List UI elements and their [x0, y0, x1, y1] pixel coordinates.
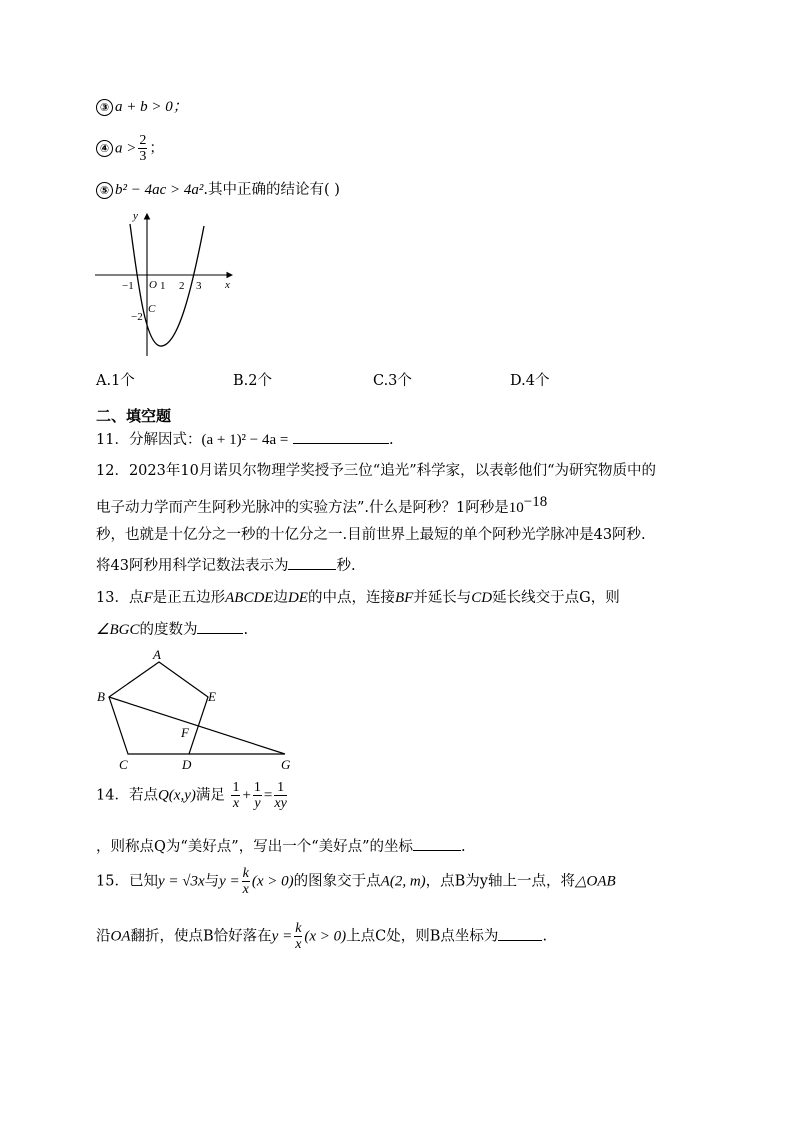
option-a[interactable]: A.1个 — [96, 373, 135, 389]
question-13-line-1: 13．点F是正五边形ABCDE边DE的中点，连接BF并延长与CD延长线交于点G，则 — [96, 590, 620, 606]
tick-label: −1 — [122, 280, 134, 292]
answer-blank[interactable] — [413, 836, 461, 851]
circled-number: ③ — [96, 99, 113, 116]
vertex-label: A — [153, 647, 161, 662]
question-15-line-1: 15．已知y = √3x与y = $\frac{k}{x}$ (x > 0)的图象交于点A(2, m)，点B为y轴上一点，将△OAB — [96, 866, 616, 897]
conclusion-5 — [96, 180, 340, 200]
math-expression: a + b > 0； — [115, 99, 188, 115]
line-bg — [109, 697, 285, 754]
fraction: $\frac{2}{3}$ — [139, 133, 147, 164]
origin-label: O — [149, 279, 157, 291]
answer-blank[interactable] — [288, 555, 336, 570]
tick-label: −2 — [131, 311, 143, 323]
answer-blank[interactable] — [498, 926, 542, 941]
parabola-curve — [130, 224, 204, 346]
fraction: $\frac{k}{x}$ — [295, 921, 302, 952]
question-12-line-1: 12．2023年10月诺贝尔物理学奖授予三位“追光”科学家，以表彰他们“为研究物质中的 — [96, 463, 657, 479]
conclusion-4: ④ a > $\frac{2}{3}$ ； — [96, 133, 164, 167]
tick-label: 2 — [179, 280, 185, 292]
math-expression: a > — [115, 140, 137, 157]
vertex-label: C — [119, 757, 128, 772]
answer-blank[interactable] — [293, 429, 389, 444]
x-axis-label: x — [225, 279, 230, 291]
answer-blank[interactable] — [197, 619, 243, 634]
tick-label: 1 — [160, 280, 166, 292]
math-expression: b² − 4ac > 4a² — [115, 182, 204, 198]
pentagon-figure — [92, 645, 302, 775]
point-c-label: C — [148, 303, 156, 315]
option-d[interactable]: D.4个 — [510, 373, 550, 389]
point-label: F — [181, 725, 189, 740]
fraction: $\frac{1}{x}$ — [232, 780, 240, 811]
math-expression: (a + 1)² − 4a = — [201, 432, 289, 448]
parabola-graph — [92, 208, 242, 360]
question-14-line-2: ，则称点Q为“美好点”，写出一个“美好点”的坐标 . — [96, 836, 466, 857]
option-c[interactable]: C.3个 — [373, 373, 412, 389]
vertex-label: E — [208, 689, 216, 704]
conclusion-3 — [96, 97, 188, 117]
tick-label: 3 — [196, 280, 202, 292]
question-13-line-2: ∠BGC的度数为 . — [96, 619, 248, 640]
fraction: $\frac{1}{xy}$ — [274, 780, 287, 811]
option-b[interactable]: B.2个 — [233, 373, 272, 389]
question-14-line-1: 14．若点Q(x,y)满足 $\frac{1}{x}$ + $\frac{1}{y}$ = $\frac{1}{xy}$ — [96, 780, 287, 811]
question-12-line-4: 将43阿秒用科学记数法表示为 秒. — [96, 555, 356, 576]
question-11: 11．分解因式：(a + 1)² − 4a = . — [96, 429, 394, 450]
question-12-line-2: 电子动力学而产生阿秒光脉冲的实验方法”.什么是阿秒？1阿秒是$10^{-18}$ — [96, 494, 548, 516]
point-label: G — [281, 757, 291, 772]
circled-number: ⑤ — [96, 182, 113, 199]
fraction: $\frac{k}{x}$ — [242, 866, 249, 897]
question-15-line-2: 沿OA翻折，使点B恰好落在y = $\frac{k}{x}$ (x > 0)上点C处，则B点坐标为 . — [96, 921, 548, 952]
vertex-label: B — [97, 689, 105, 704]
y-axis-label: y — [133, 210, 138, 222]
question-text: .其中正确的结论有( ) — [203, 182, 340, 198]
vertex-label: D — [182, 757, 192, 772]
section-title: 二、填空题 — [96, 407, 172, 425]
circled-number: ④ — [96, 140, 113, 157]
pentagon-shape — [109, 662, 208, 754]
question-12-line-3: 秒，也就是十亿分之一秒的十亿分之一.目前世界上最短的单个阿秒光学脉冲是43阿秒. — [96, 527, 646, 543]
fraction: $\frac{1}{y}$ — [253, 780, 261, 811]
